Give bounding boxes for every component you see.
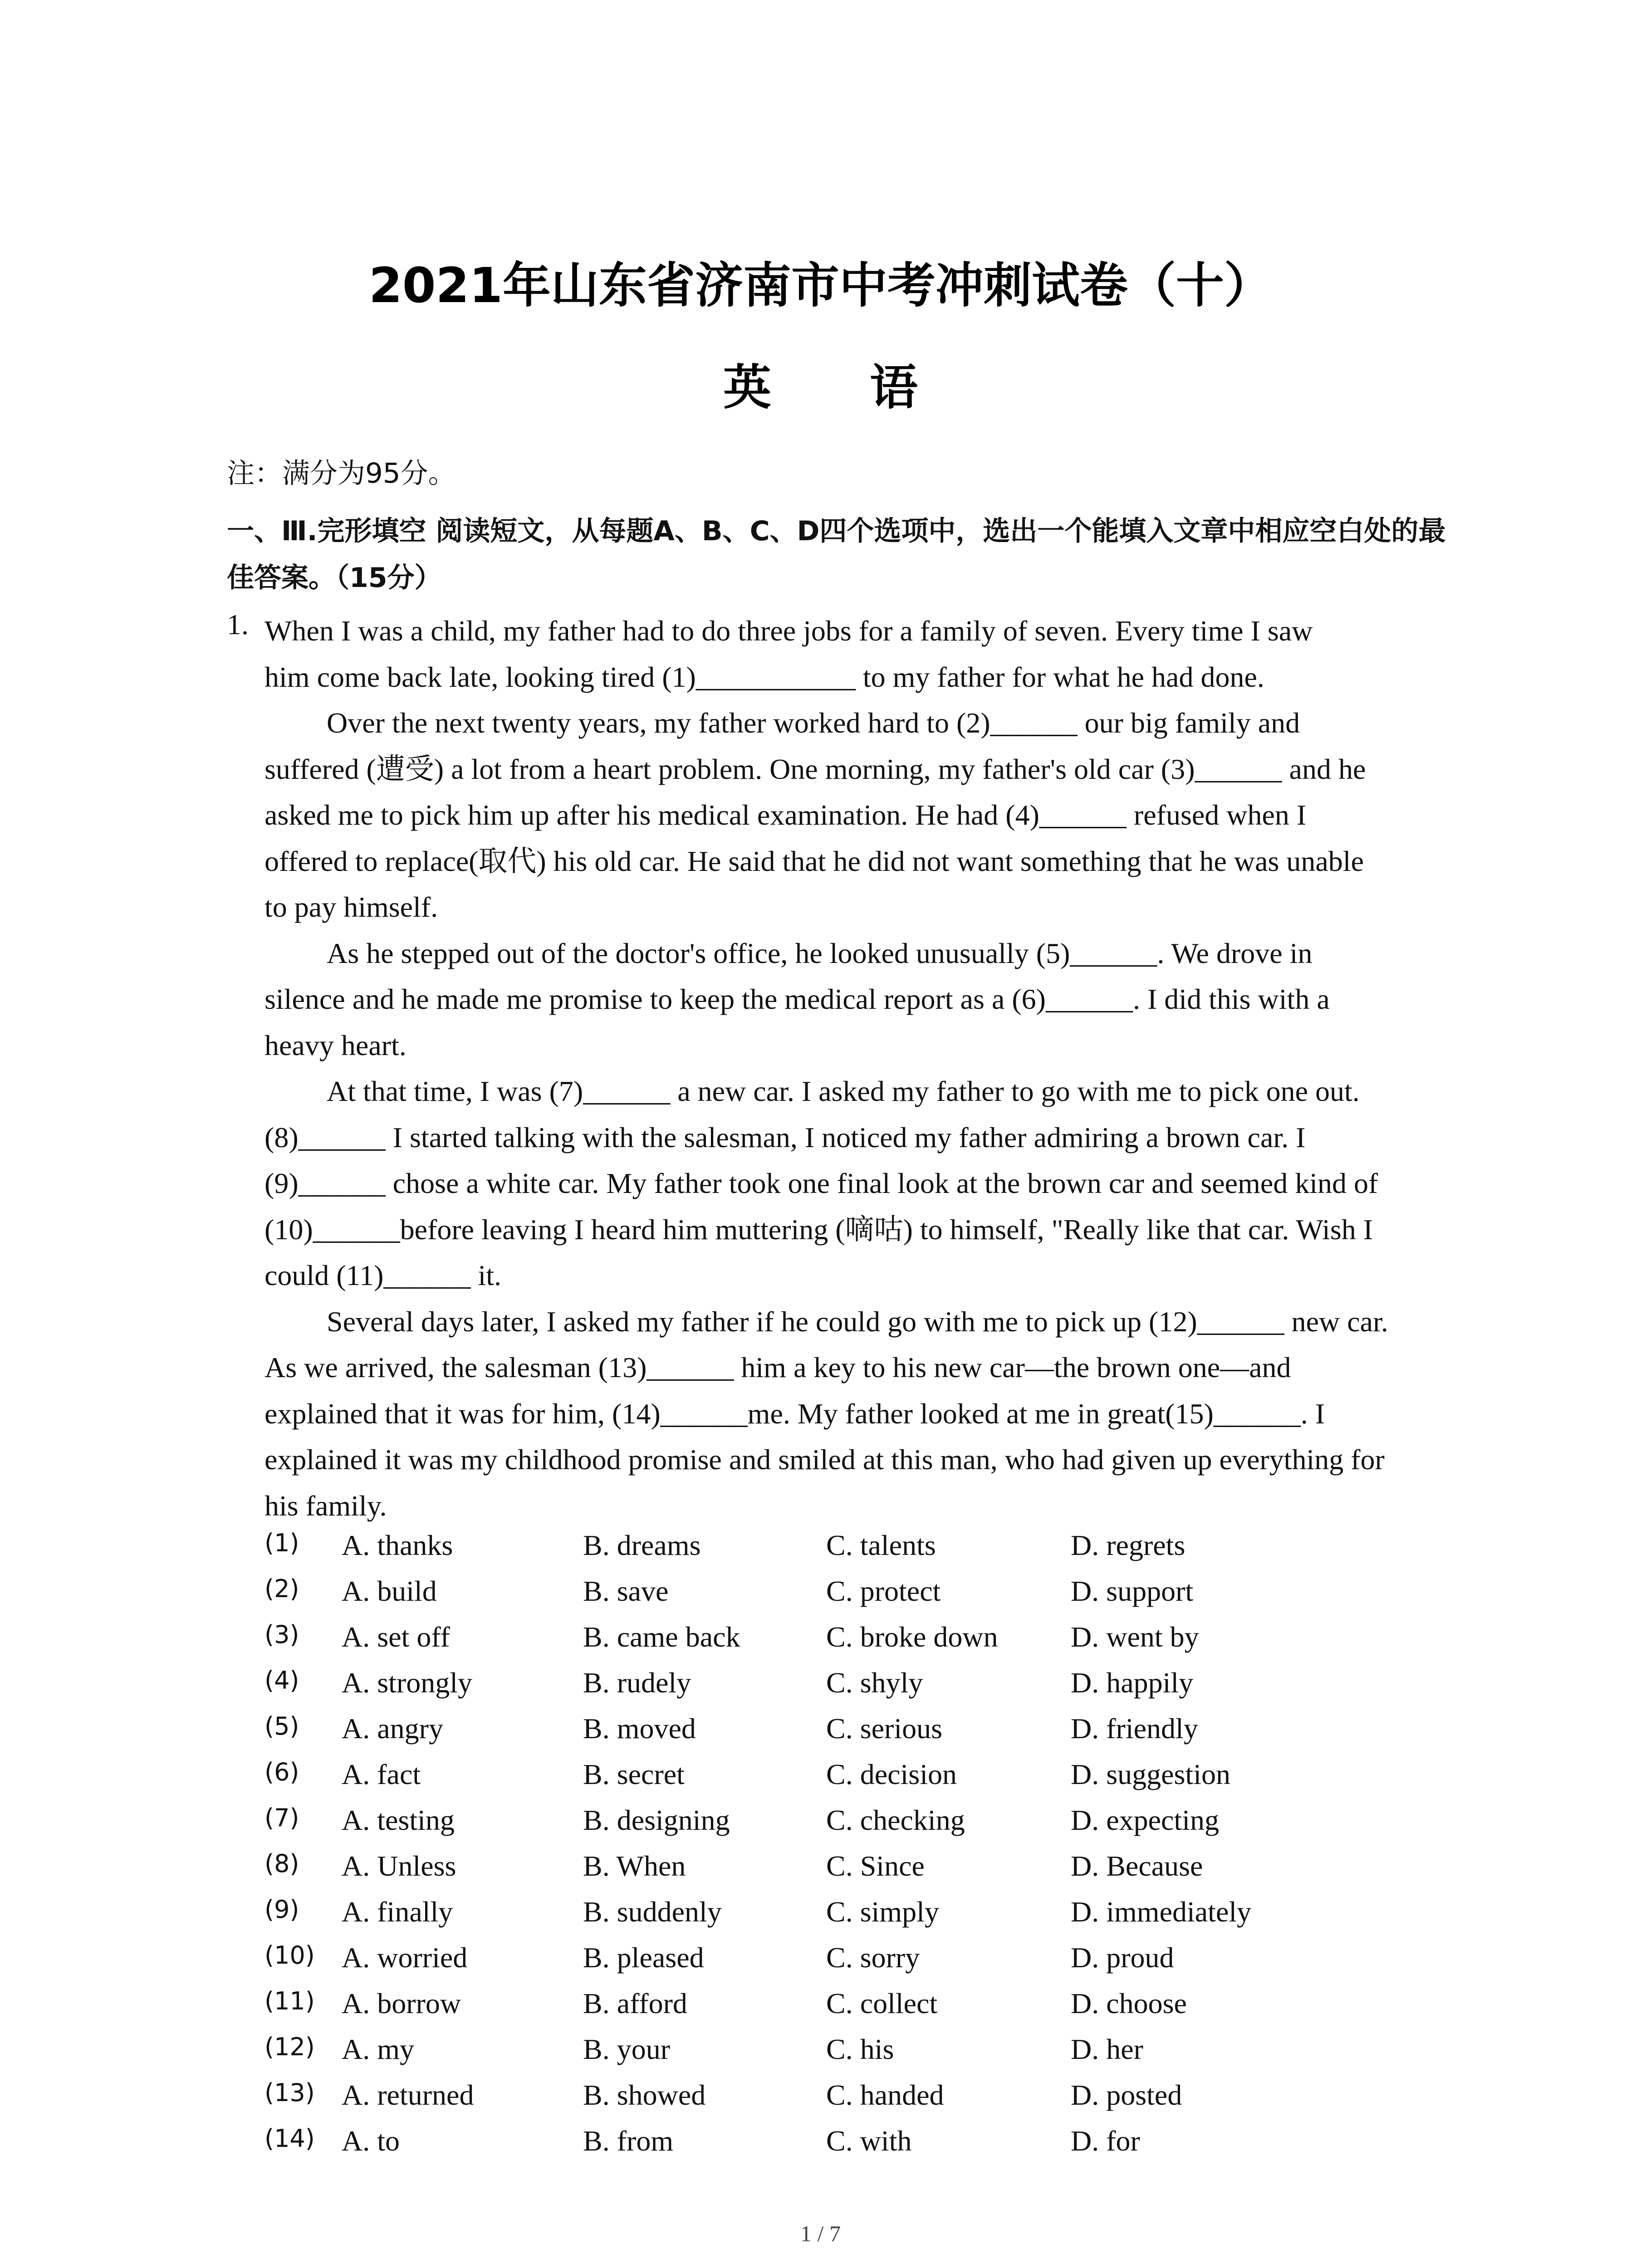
passage-line: When I was a child, my father had to do three jobs for a family of seven. Every time I saw (265, 615, 1313, 647)
option-a: A. Unless (342, 1850, 456, 1882)
option-number: (3) (265, 1620, 299, 1649)
option-a: A. set off (342, 1621, 450, 1653)
option-a: A. build (342, 1575, 437, 1607)
option-d: D. choose (1071, 1987, 1187, 2019)
passage-line: his family. (265, 1489, 387, 1522)
option-b: B. came back (583, 1621, 740, 1653)
passage-line: explained that it was for him, (14)______me. My father looked at me in great(15)______. I (265, 1397, 1325, 1430)
option-c: C. Since (826, 1850, 925, 1882)
passage-line: him come back late, looking tired (1)___________ to my father for what he had done. (265, 660, 1264, 693)
option-number: (2) (265, 1574, 299, 1603)
option-c: C. his (826, 2033, 894, 2065)
passage-line: As he stepped out of the doctor's office, he looked unusually (5)______. We drove in (327, 937, 1313, 969)
option-b: B. pleased (583, 1941, 704, 1974)
option-number: (1) (265, 1529, 299, 1557)
score-note: 注：满分为95分。 (227, 457, 456, 489)
option-number: (11) (265, 1987, 315, 2015)
page-title: 2021年山东省济南市中考冲刺试卷（十） (368, 258, 1273, 313)
option-number: (5) (265, 1712, 299, 1740)
option-d: D. for (1071, 2125, 1140, 2157)
option-b: B. your (583, 2033, 670, 2065)
option-a: A. fact (342, 1758, 421, 1790)
section-heading: 一、Ⅲ.完形填空 阅读短文，从每题A、B、C、D四个选项中，选出一个能填入文章中相应空白处的最佳答案。（15分） (227, 515, 1446, 594)
option-b: B. save (583, 1575, 669, 1607)
option-d: D. friendly (1071, 1712, 1198, 1745)
option-d: D. support (1071, 1575, 1194, 1607)
option-c: C. collect (826, 1987, 938, 2019)
option-c: C. sorry (826, 1941, 920, 1974)
option-b: B. moved (583, 1712, 696, 1745)
passage-line: Several days later, I asked my father if he could go with me to pick up (12)______ new car. (327, 1305, 1388, 1338)
option-number: (7) (265, 1804, 299, 1832)
option-number: (10) (265, 1941, 315, 1970)
option-number: (9) (265, 1895, 299, 1924)
passage-line: At that time, I was (7)______ a new car. I asked my father to go with me to pick one out. (327, 1075, 1360, 1107)
option-a: A. my (342, 2033, 414, 2065)
option-a: A. borrow (342, 1987, 461, 2019)
passage-line: Over the next twenty years, my father worked hard to (2)______ our big family and (327, 707, 1300, 739)
option-d: D. posted (1071, 2079, 1182, 2111)
option-d: D. happily (1071, 1667, 1194, 1699)
option-d: D. expecting (1071, 1804, 1219, 1836)
option-b: B. secret (583, 1758, 685, 1790)
option-number: (8) (265, 1849, 299, 1878)
passage-line: asked me to pick him up after his medical examination. He had (4)______ refused when I (265, 799, 1307, 831)
option-d: D. her (1071, 2033, 1143, 2065)
option-c: C. broke down (826, 1621, 998, 1653)
option-d: D. immediately (1071, 1896, 1252, 1928)
passage-line: As we arrived, the salesman (13)______ him a key to his new car—the brown one—and (265, 1351, 1291, 1383)
passage-line: (10)______before leaving I heard him muttering (嘀咕) to himself, "Really like that car. Wish I (265, 1213, 1373, 1246)
option-number: (14) (265, 2124, 315, 2153)
option-number: (13) (265, 2078, 315, 2107)
option-a: A. returned (342, 2079, 474, 2111)
option-a: A. angry (342, 1712, 443, 1745)
passage-line: suffered (遭受) a lot from a heart problem. One morning, my father's old car (3)______ and he (265, 753, 1366, 785)
option-c: C. handed (826, 2079, 944, 2111)
option-c: C. decision (826, 1758, 957, 1790)
passage (265, 608, 1453, 1529)
question-number: 1. (227, 608, 249, 640)
option-b: B. showed (583, 2079, 706, 2111)
option-b: B. designing (583, 1804, 730, 1836)
option-b: B. suddenly (583, 1896, 722, 1928)
option-b: B. from (583, 2125, 674, 2157)
option-a: A. testing (342, 1804, 455, 1836)
passage-line: could (11)______ it. (265, 1259, 501, 1291)
option-c: C. serious (826, 1712, 942, 1745)
option-number: (4) (265, 1666, 299, 1695)
passage-line: (9)______ chose a white car. My father took one final look at the brown car and seemed kind of (265, 1167, 1378, 1199)
option-d: D. went by (1071, 1621, 1199, 1653)
option-d: D. proud (1071, 1941, 1174, 1974)
option-a: A. thanks (342, 1529, 453, 1561)
option-d: D. suggestion (1071, 1758, 1230, 1790)
passage-line: offered to replace(取代) his old car. He said that he did not want something that he was unable (265, 845, 1364, 877)
option-b: B. afford (583, 1987, 687, 2019)
option-a: A. strongly (342, 1667, 472, 1699)
option-d: D. Because (1071, 1850, 1203, 1882)
option-number: (12) (265, 2033, 315, 2061)
page-number: 1 / 7 (800, 2221, 841, 2246)
option-a: A. finally (342, 1896, 453, 1928)
passage-line: heavy heart. (265, 1029, 407, 1061)
option-b: B. dreams (583, 1529, 701, 1561)
option-c: C. talents (826, 1529, 936, 1561)
passage-line: explained it was my childhood promise and smiled at this man, who had given up everything for (265, 1443, 1385, 1476)
option-c: C. simply (826, 1896, 939, 1928)
option-d: D. regrets (1071, 1529, 1185, 1561)
subject-title: 英 语 (723, 360, 959, 415)
passage-line: (8)______ I started talking with the salesman, I noticed my father admiring a brown car. I (265, 1121, 1306, 1154)
passage-line: silence and he made me promise to keep the medical report as a (6)______. I did this with a (265, 983, 1330, 1015)
option-b: B. When (583, 1850, 686, 1882)
option-c: C. checking (826, 1804, 965, 1836)
passage-line: to pay himself. (265, 891, 438, 923)
option-c: C. protect (826, 1575, 941, 1607)
option-b: B. rudely (583, 1667, 691, 1699)
option-c: C. shyly (826, 1667, 923, 1699)
option-a: A. to (342, 2125, 400, 2157)
option-number: (6) (265, 1758, 299, 1786)
option-c: C. with (826, 2125, 912, 2157)
option-a: A. worried (342, 1941, 468, 1974)
